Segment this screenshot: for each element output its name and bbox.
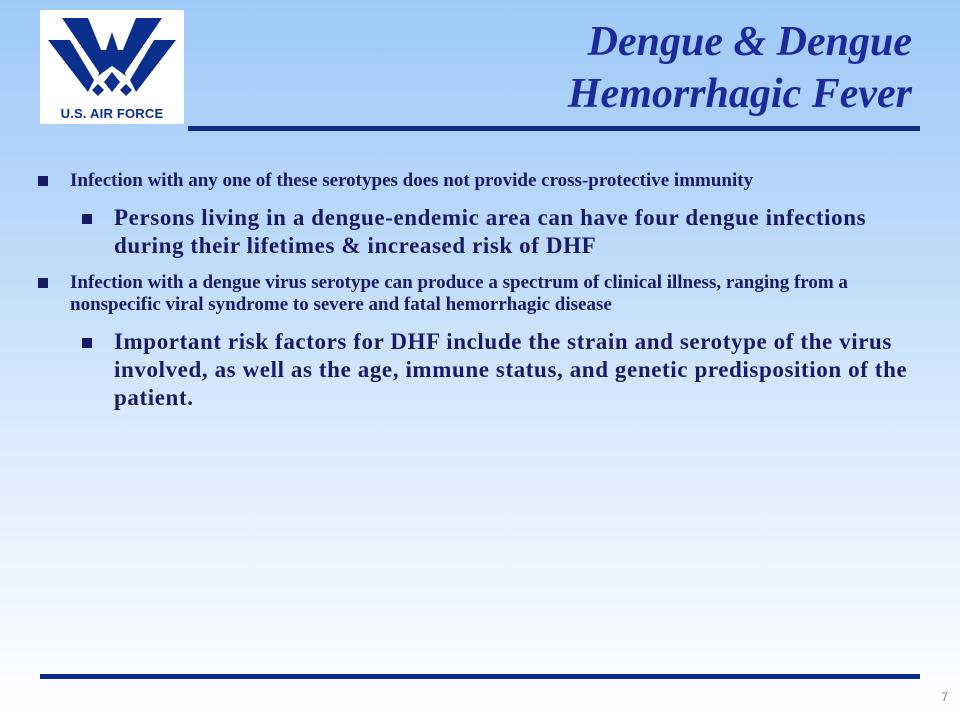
footer-divider bbox=[40, 674, 920, 679]
page-number: 7 bbox=[941, 690, 948, 704]
title-line-1: Dengue & Dengue bbox=[587, 19, 912, 65]
bullet-text: Infection with any one of these serotypes does not provide cross-protective immunity bbox=[70, 170, 754, 191]
square-bullet-icon bbox=[38, 176, 48, 186]
title-divider bbox=[188, 126, 920, 131]
square-bullet-icon bbox=[82, 214, 92, 224]
square-bullet-icon bbox=[38, 278, 48, 288]
title-line-2: Hemorrhagic Fever bbox=[567, 71, 912, 117]
sub-bullet-item bbox=[80, 328, 916, 412]
sub-bullet-item bbox=[80, 204, 916, 260]
bullet-list bbox=[36, 170, 916, 424]
sub-bullet-text: Persons living in a dengue-endemic area can have four dengue infections during their lifetimes & increased risk of DHF bbox=[114, 205, 867, 258]
bullet-item bbox=[36, 272, 916, 316]
logo-wordmark: U.S. AIR FORCE bbox=[60, 106, 164, 121]
bullet-item bbox=[36, 170, 916, 192]
slide-title bbox=[568, 16, 912, 120]
square-bullet-icon bbox=[82, 338, 92, 348]
bullet-text: Infection with a dengue virus serotype can produce a spectrum of clinical illness, ranging from a nonspecific viral syndrome to severe and fatal hemorrhagic disease bbox=[70, 272, 848, 315]
sub-bullet-text: Important risk factors for DHF include the strain and serotype of the virus involved, as well as the age, immune status, and genetic predisposition of the patient. bbox=[114, 329, 908, 410]
air-force-logo bbox=[40, 10, 184, 124]
air-force-wings-icon bbox=[40, 10, 184, 106]
